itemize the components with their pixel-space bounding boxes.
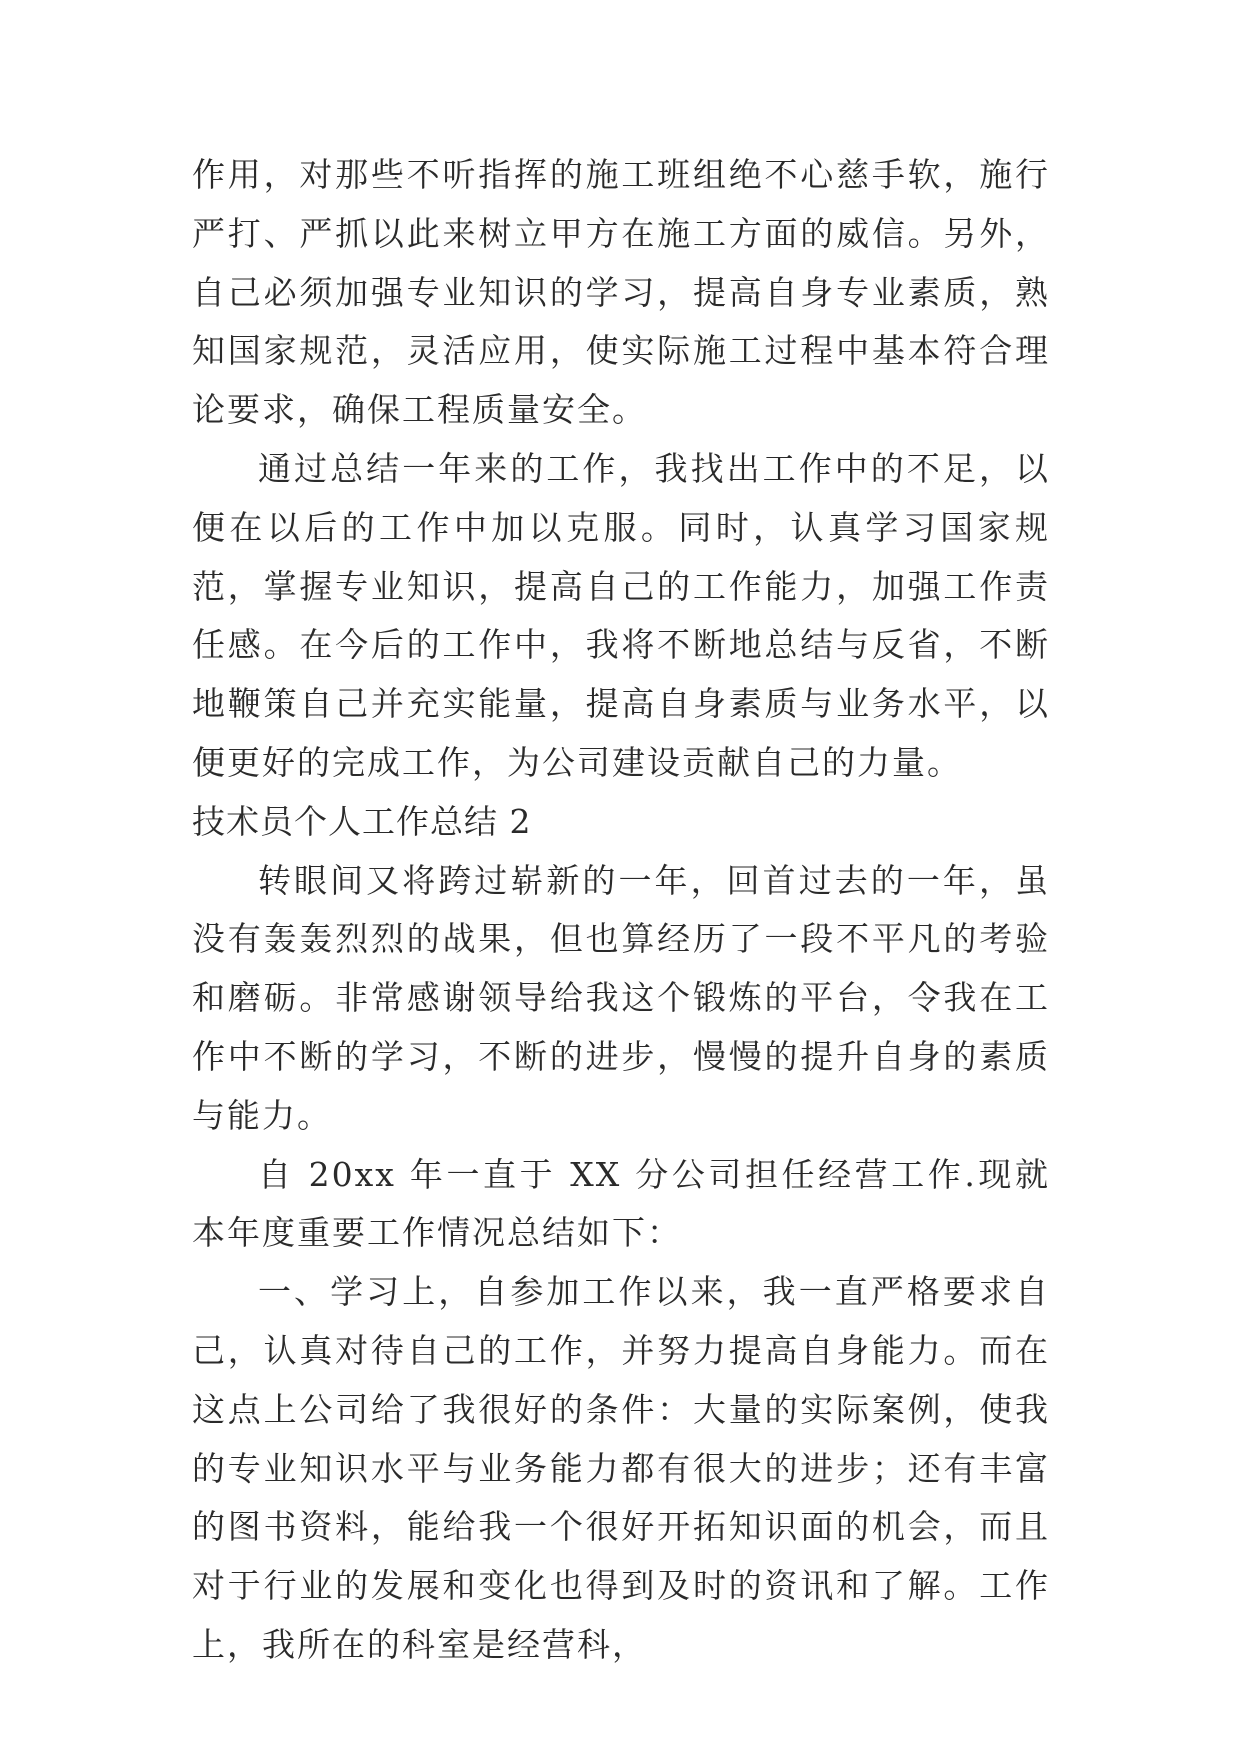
paragraph-continuation: 作用，对那些不听指挥的施工班组绝不心慈手软，施行严打、严抓以此来树立甲方在施工方面的威信。另外，自己必须加强专业知识的学习，提高自身专业素质，熟知国家规范，灵活应用，使实际施工过程中基本符合理论要求，确保工程质量安全。	[192, 155, 1050, 430]
paragraph-intro: 转眼间又将跨过崭新的一年，回首过去的一年，虽没有轰轰烈烈的战果，但也算经历了一段不平凡的考验和磨砺。非常感谢领导给我这个锻炼的平台，令我在工作中不断的学习，不断的进步，慢慢的提升自身的素质与能力。	[192, 860, 1050, 1135]
paragraph-position: 自 20xx 年一直于 XX 分公司担任经营工作.现就本年度重要工作情况总结如下：	[192, 1154, 1050, 1253]
paragraph-study: 一、学习上，自参加工作以来，我一直严格要求自己，认真对待自己的工作，并努力提高自身能力。而在这点上公司给了我很好的条件：大量的实际案例，使我的专业知识水平与业务能力都有很大的进步；还有丰富的图书资料，能给我一个很好开拓知识面的机会，而且对于行业的发展和变化也得到及时的资讯和了解。工作上，我所在的科室是经营科，	[192, 1272, 1050, 1664]
section-heading: 技术员个人工作总结 2	[192, 801, 532, 841]
document-body	[192, 146, 1050, 1675]
paragraph-summary: 通过总结一年来的工作，我找出工作中的不足，以便在以后的工作中加以克服。同时，认真学习国家规范，掌握专业知识，提高自己的工作能力，加强工作责任感。在今后的工作中，我将不断地总结与反省，不断地鞭策自己并充实能量，提高自身素质与业务水平，以便更好的完成工作，为公司建设贡献自己的力量。	[192, 448, 1050, 782]
